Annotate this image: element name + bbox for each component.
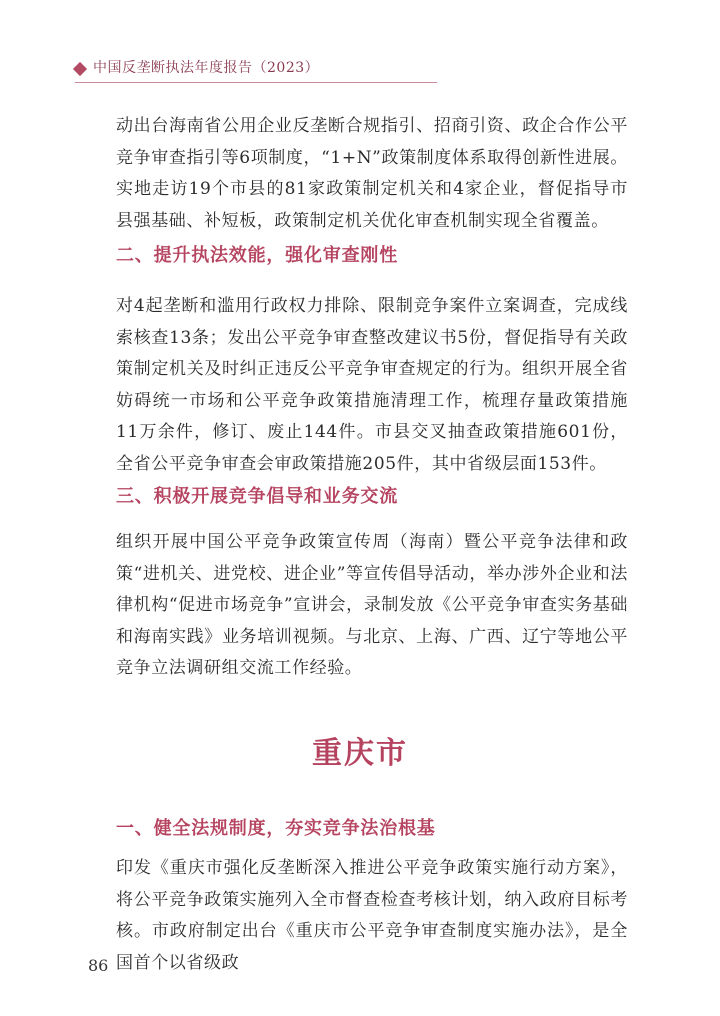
- paragraph-hainan-intro: 动出台海南省公用企业反垄断合规指引、招商引资、政企合作公平竞争审查指引等6项制度，“1+N”政策制度体系取得创新性进展。实地走访19个市县的81家政策制定机关和4家企业，督促指导市县强基础、补短板，政策制定机关优化审查机制实现全省覆盖。: [116, 116, 628, 231]
- paragraph-enforcement: 对4起垄断和滥用行政权力排除、限制竞争案件立案调查，完成线索核查13条；发出公平竞争审查整改建议书5份，督促指导有关政策制定机关及时纠正违反公平竞争审查规定的行为。组织开展全省妨碍统一市场和公平竞争政策措施清理工作，梳理存量政策措施11万余件，修订、废止144件。市县交叉抽查政策措施601份，全省公平竞争审查会审政策措施205件，其中省级层面153件。: [116, 296, 628, 474]
- header-divider: [75, 82, 437, 83]
- page-number: 86: [88, 956, 109, 975]
- running-header: [75, 58, 445, 88]
- diamond-icon: [73, 62, 87, 76]
- paragraph-chongqing-regulations: 印发《重庆市强化反垄断深入推进公平竞争政策实施行动方案》，将公平竞争政策实施列入全市督查检查考核计划，纳入政府目标考核。市政府制定出台《重庆市公平竞争审查制度实施办法》，是全国首个以省级政: [116, 858, 628, 973]
- running-header-title: 中国反垄断执法年度报告（2023）: [93, 60, 320, 76]
- city-title: 重庆市: [312, 736, 408, 771]
- paragraph-advocacy: 组织开展中国公平竞争政策宣传周（海南）暨公平竞争法律和政策“进机关、进党校、进企业”等宣传倡导活动，举办涉外企业和法律机构“促进市场竞争”宣讲会，录制发放《公平竞争审查实务基础和海南实践》业务培训视频。与北京、上海、广西、辽宁等地公平竞争立法调研组交流工作经验。: [116, 532, 628, 679]
- section-heading-3: 三、积极开展竞争倡导和业务交流: [116, 486, 398, 507]
- section-heading-chongqing-1: 一、健全法规制度，夯实竞争法治根基: [116, 818, 436, 839]
- section-heading-2: 二、提升执法效能，强化审查刚性: [116, 245, 398, 266]
